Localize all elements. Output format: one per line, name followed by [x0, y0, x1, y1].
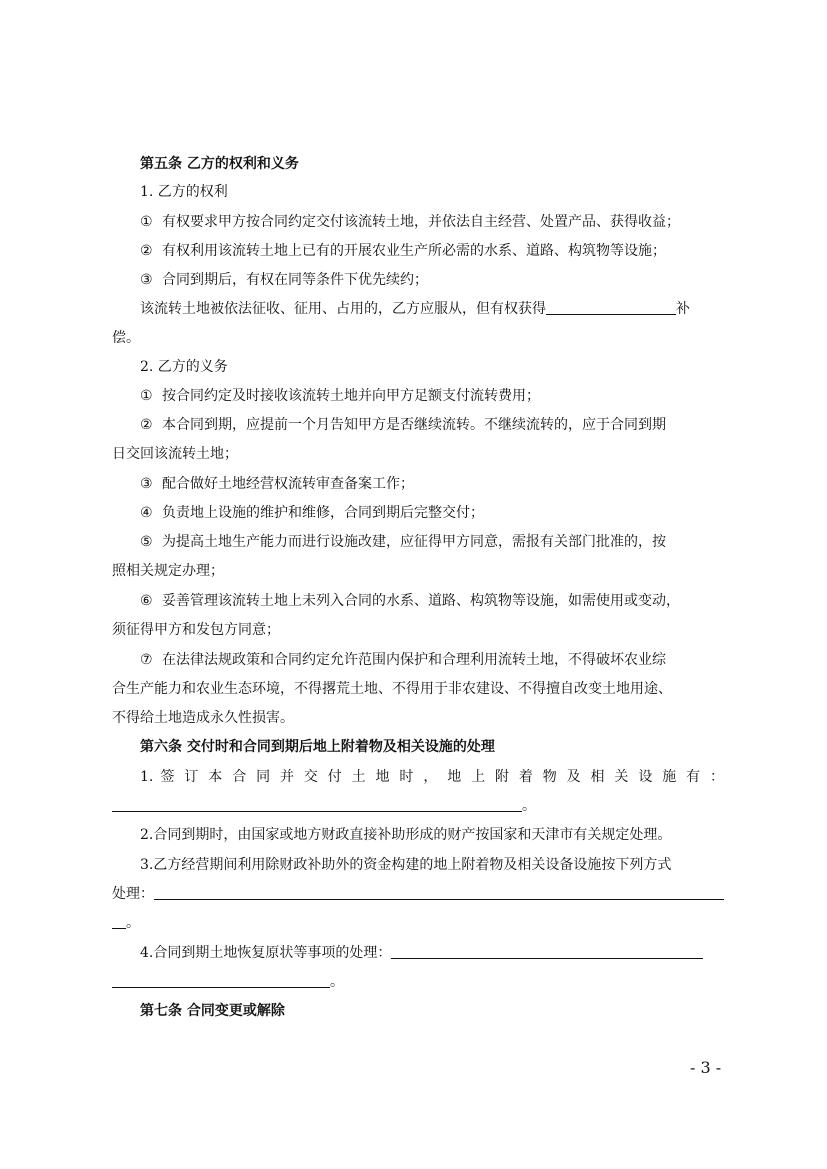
- restore-blank-cont: [112, 973, 330, 988]
- article-6-title: 第六条 交付时和合同到期后地上附着物及相关设施的处理: [140, 739, 495, 755]
- attachments-blank: [112, 797, 522, 812]
- circled-number-1: ①: [140, 388, 153, 404]
- right-item-4: [140, 299, 724, 319]
- circled-number-4: ④: [140, 505, 153, 521]
- duty-item-1: [140, 386, 724, 406]
- duty-item-5: [140, 532, 724, 552]
- art6-para-3-end: 。: [126, 915, 140, 931]
- restore-blank: [391, 944, 703, 959]
- right-text-4-cont: 偿。: [112, 330, 140, 346]
- art6-para-4-end: 。: [330, 974, 344, 990]
- circled-number-5: ⑤: [140, 534, 153, 550]
- right-item-3: [140, 270, 724, 290]
- duty-text-5-cont: 照相关规定办理；: [112, 563, 224, 579]
- circled-number-6: ⑥: [140, 593, 153, 609]
- art6-para-1-end: 。: [522, 798, 536, 814]
- handling-blank: [154, 885, 724, 900]
- duty-text-7-cont-1: 合生产能力和农业生态环境，不得撂荒土地、不得用于非农建设、不得擅自改变土地用途、: [112, 681, 672, 697]
- art6-para-4-line: [112, 972, 724, 992]
- right-text-3: 合同到期后，有权在同等条件下优先续约；: [162, 272, 428, 288]
- duty-text-6: 妥善管理该流转土地上未列入合同的水系、道路、构筑物等设施，如需使用或变动，: [162, 593, 680, 609]
- duty-item-6: [140, 591, 724, 611]
- art6-para-4-label: 4.合同到期土地恢复原状等事项的处理：: [140, 945, 392, 961]
- duty-text-7: 在法律法规政策和合同约定允许范围内保护和合理利用流转土地，不得破坏农业综: [162, 652, 666, 668]
- handling-blank-cont: [112, 914, 126, 929]
- art6-para-3-line: [112, 884, 724, 904]
- art6-para-3-line-2: [112, 913, 724, 933]
- duty-text-4: 负责地上设施的维护和维修，合同到期后完整交付；: [162, 505, 484, 521]
- duty-text-6-cont: 须征得甲方和发包方同意；: [112, 622, 280, 638]
- duty-text-5: 为提高土地生产能力而进行设施改建，应征得甲方同意，需报有关部门批准的，按: [162, 534, 666, 550]
- rights-heading: 1. 乙方的权利: [140, 184, 228, 200]
- art6-para-2: 2.合同到期时，由国家或地方财政直接补助形成的财产按国家和天津市有关规定处理。: [140, 827, 672, 843]
- page-number: - 3 -: [690, 1058, 722, 1077]
- compensation-blank: [546, 300, 676, 315]
- right-text-4-end: 补: [676, 301, 690, 317]
- duty-item-4: [140, 503, 724, 523]
- circled-number-3: ③: [140, 476, 153, 492]
- art6-para-3: 3.乙方经营期间利用除财政补助外的资金构建的地上附着物及相关设备设施按下列方式: [140, 857, 672, 873]
- art6-para-3-label: 处理：: [112, 886, 154, 902]
- circled-number-3: ③: [140, 272, 153, 288]
- right-text-2: 有权利用该流转土地上已有的开展农业生产所必需的水系、道路、构筑物等设施；: [162, 243, 666, 259]
- art6-para-1-line: [112, 796, 724, 816]
- art6-para-1: 1. 签 订 本 合 同 并 交 付 土 地 时 ， 地 上 附 着 物 及 相 关 设 施 有 ：: [140, 769, 724, 785]
- duties-heading: 2. 乙方的义务: [140, 359, 228, 375]
- right-text-4: 该流转土地被依法征收、征用、占用的，乙方应服从，但有权获得: [140, 301, 546, 317]
- duty-text-2-cont: 日交回该流转土地；: [112, 446, 238, 462]
- article-5-title: 第五条 乙方的权利和义务: [140, 156, 299, 172]
- duty-item-2: [140, 415, 724, 435]
- duty-text-2: 本合同到期，应提前一个月告知甲方是否继续流转。不继续流转的，应于合同到期: [162, 417, 666, 433]
- circled-number-2: ②: [140, 417, 153, 433]
- circled-number-1: ①: [140, 214, 153, 230]
- duty-item-3: [140, 474, 724, 494]
- right-item-1: [140, 212, 724, 232]
- duty-text-7-cont-2: 不得给土地造成永久性损害。: [112, 710, 294, 726]
- circled-number-2: ②: [140, 243, 153, 259]
- duty-item-7: [140, 650, 724, 670]
- right-text-1: 有权要求甲方按合同约定交付该流转土地，并依法自主经营、处置产品、获得收益；: [162, 214, 680, 230]
- duty-text-1: 按合同约定及时接收该流转土地并向甲方足额支付流转费用；: [162, 388, 540, 404]
- art6-para-4: [140, 943, 724, 963]
- circled-number-7: ⑦: [140, 652, 153, 668]
- duty-text-3: 配合做好土地经营权流转审查备案工作；: [162, 476, 414, 492]
- article-7-title: 第七条 合同变更或解除: [140, 1003, 285, 1019]
- right-item-2: [140, 241, 724, 261]
